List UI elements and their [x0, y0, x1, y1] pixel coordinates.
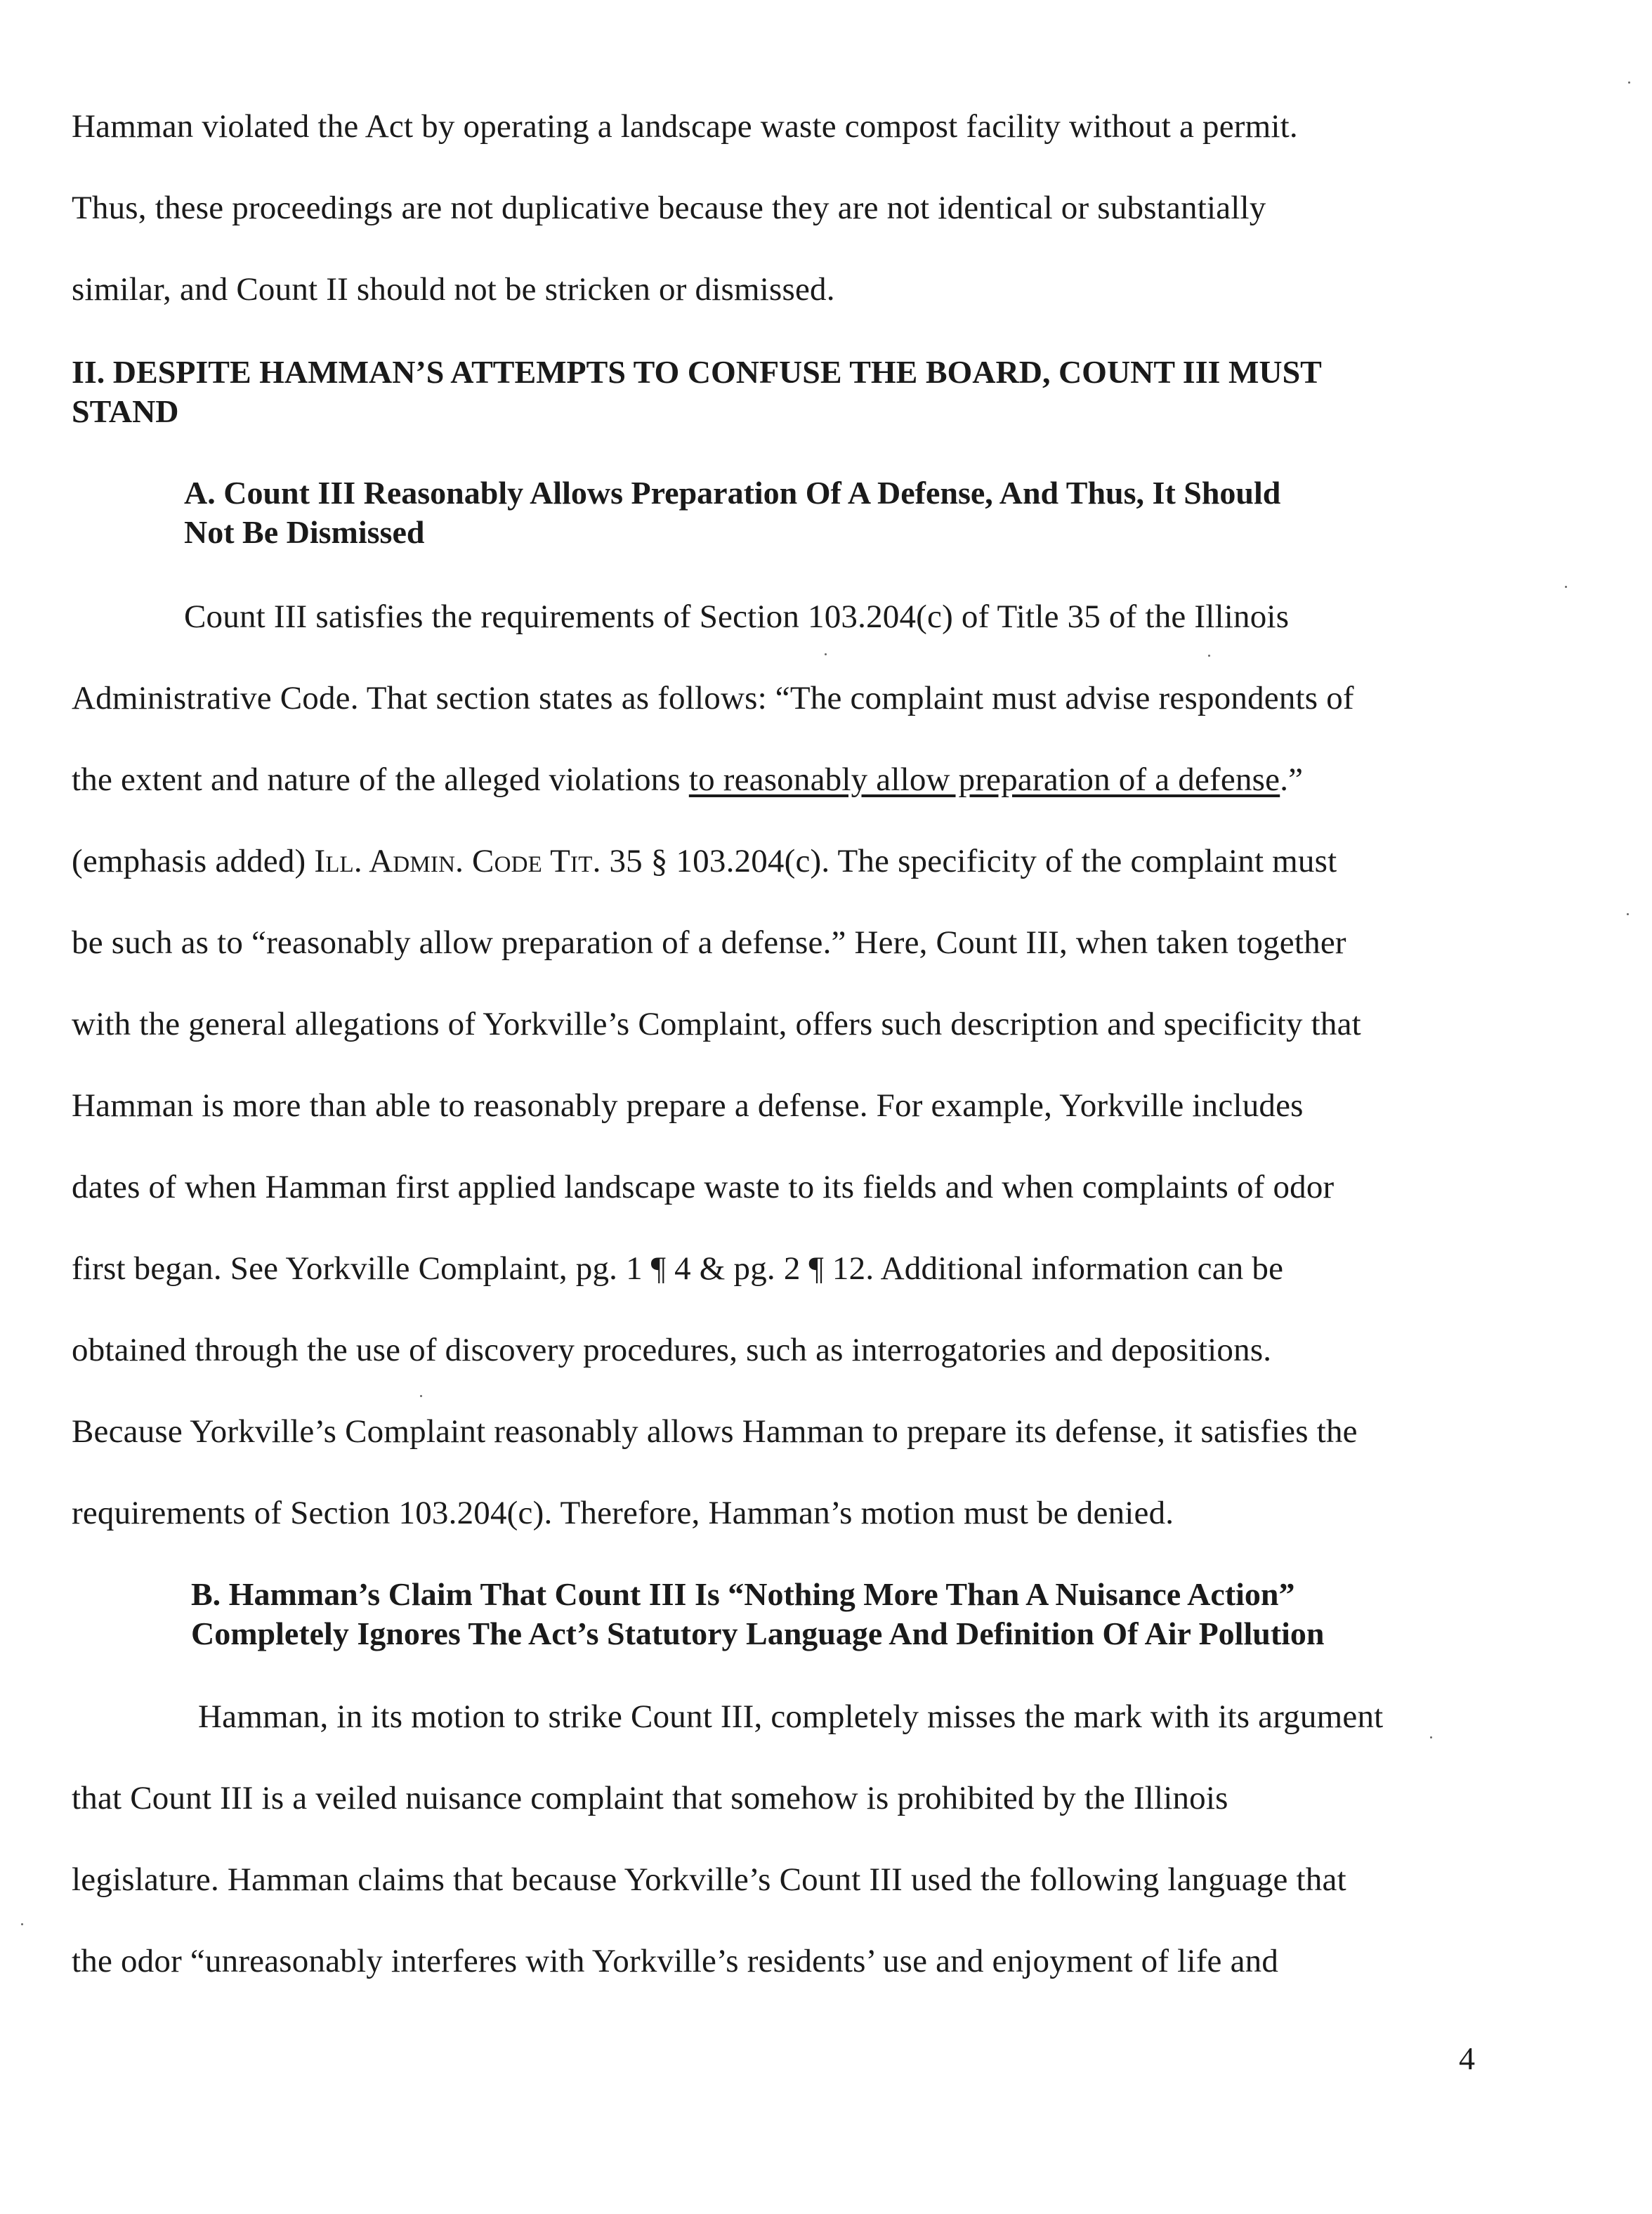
section-heading: II. DESPITE HAMMAN’S ATTEMPTS TO CONFUSE THE BOARD, COUNT III MUST	[72, 354, 1322, 390]
body-text: (emphasis added)	[72, 843, 315, 879]
body-text: .”	[1280, 761, 1304, 798]
body-line: with the general allegations of Yorkville’s Complaint, offers such description and specificity that	[72, 1006, 1361, 1042]
body-line: Hamman is more than able to reasonably prepare a defense. For example, Yorkville includes	[72, 1087, 1304, 1124]
body-line: Because Yorkville’s Complaint reasonably allows Hamman to prepare its defense, it satisfies the	[72, 1413, 1358, 1450]
scan-speck	[1627, 913, 1629, 915]
legal-citation: Ill. Admin. Code Tit.	[314, 843, 601, 879]
scan-speck	[1208, 655, 1210, 657]
body-line-emphasis	[72, 759, 1303, 801]
body-line: Thus, these proceedings are not duplicative because they are not identical or substantially	[72, 190, 1266, 226]
body-line: first began. See Yorkville Complaint, pg. 1 ¶ 4 & pg. 2 ¶ 12. Additional information can be	[72, 1250, 1284, 1287]
body-line: legislature. Hamman claims that because Yorkville’s Count III used the following language that	[72, 1861, 1346, 1898]
section-heading: STAND	[72, 393, 179, 429]
subsection-heading: Not Be Dismissed	[184, 514, 425, 550]
page-number: 4	[1459, 2041, 1475, 2076]
underlined-quote: to reasonably allow preparation of a defense	[688, 761, 1280, 798]
body-line: Administrative Code. That section states as follows: “The complaint must advise respondents of	[72, 680, 1354, 716]
body-line: dates of when Hamman first applied landscape waste to its fields and when complaints of odor	[72, 1169, 1335, 1205]
scan-speck	[1565, 586, 1567, 588]
body-line-citation	[72, 840, 1337, 882]
body-line: requirements of Section 103.204(c). Therefore, Hamman’s motion must be denied.	[72, 1495, 1174, 1531]
body-line: be such as to “reasonably allow preparation of a defense.” Here, Count III, when taken together	[72, 924, 1346, 961]
body-line: similar, and Count II should not be stricken or dismissed.	[72, 271, 835, 308]
body-text: the extent and nature of the alleged violations	[72, 761, 689, 798]
body-text: 35 § 103.204(c). The specificity of the complaint must	[601, 843, 1337, 879]
body-line: obtained through the use of discovery procedures, such as interrogatories and depositions.	[72, 1332, 1272, 1368]
body-line: that Count III is a veiled nuisance complaint that somehow is prohibited by the Illinois	[72, 1780, 1228, 1816]
scan-speck	[21, 1923, 23, 1925]
subsection-heading: B. Hamman’s Claim That Count III Is “Nothing More Than A Nuisance Action”	[191, 1576, 1295, 1612]
scan-speck	[1628, 81, 1630, 84]
body-line: Hamman violated the Act by operating a landscape waste compost facility without a permit.	[72, 108, 1298, 145]
subsection-heading: Completely Ignores The Act’s Statutory Language And Definition Of Air Pollution	[191, 1616, 1325, 1651]
scan-speck	[1430, 1736, 1432, 1738]
body-line: Hamman, in its motion to strike Count III, completely misses the mark with its argument	[198, 1698, 1384, 1735]
subsection-heading: A. Count III Reasonably Allows Preparation Of A Defense, And Thus, It Should	[184, 475, 1281, 511]
body-line: the odor “unreasonably interferes with Yorkville’s residents’ use and enjoyment of life and	[72, 1943, 1279, 1979]
scan-speck	[825, 653, 827, 655]
body-line: Count III satisfies the requirements of Section 103.204(c) of Title 35 of the Illinois	[184, 598, 1290, 635]
scan-speck	[420, 1395, 422, 1397]
